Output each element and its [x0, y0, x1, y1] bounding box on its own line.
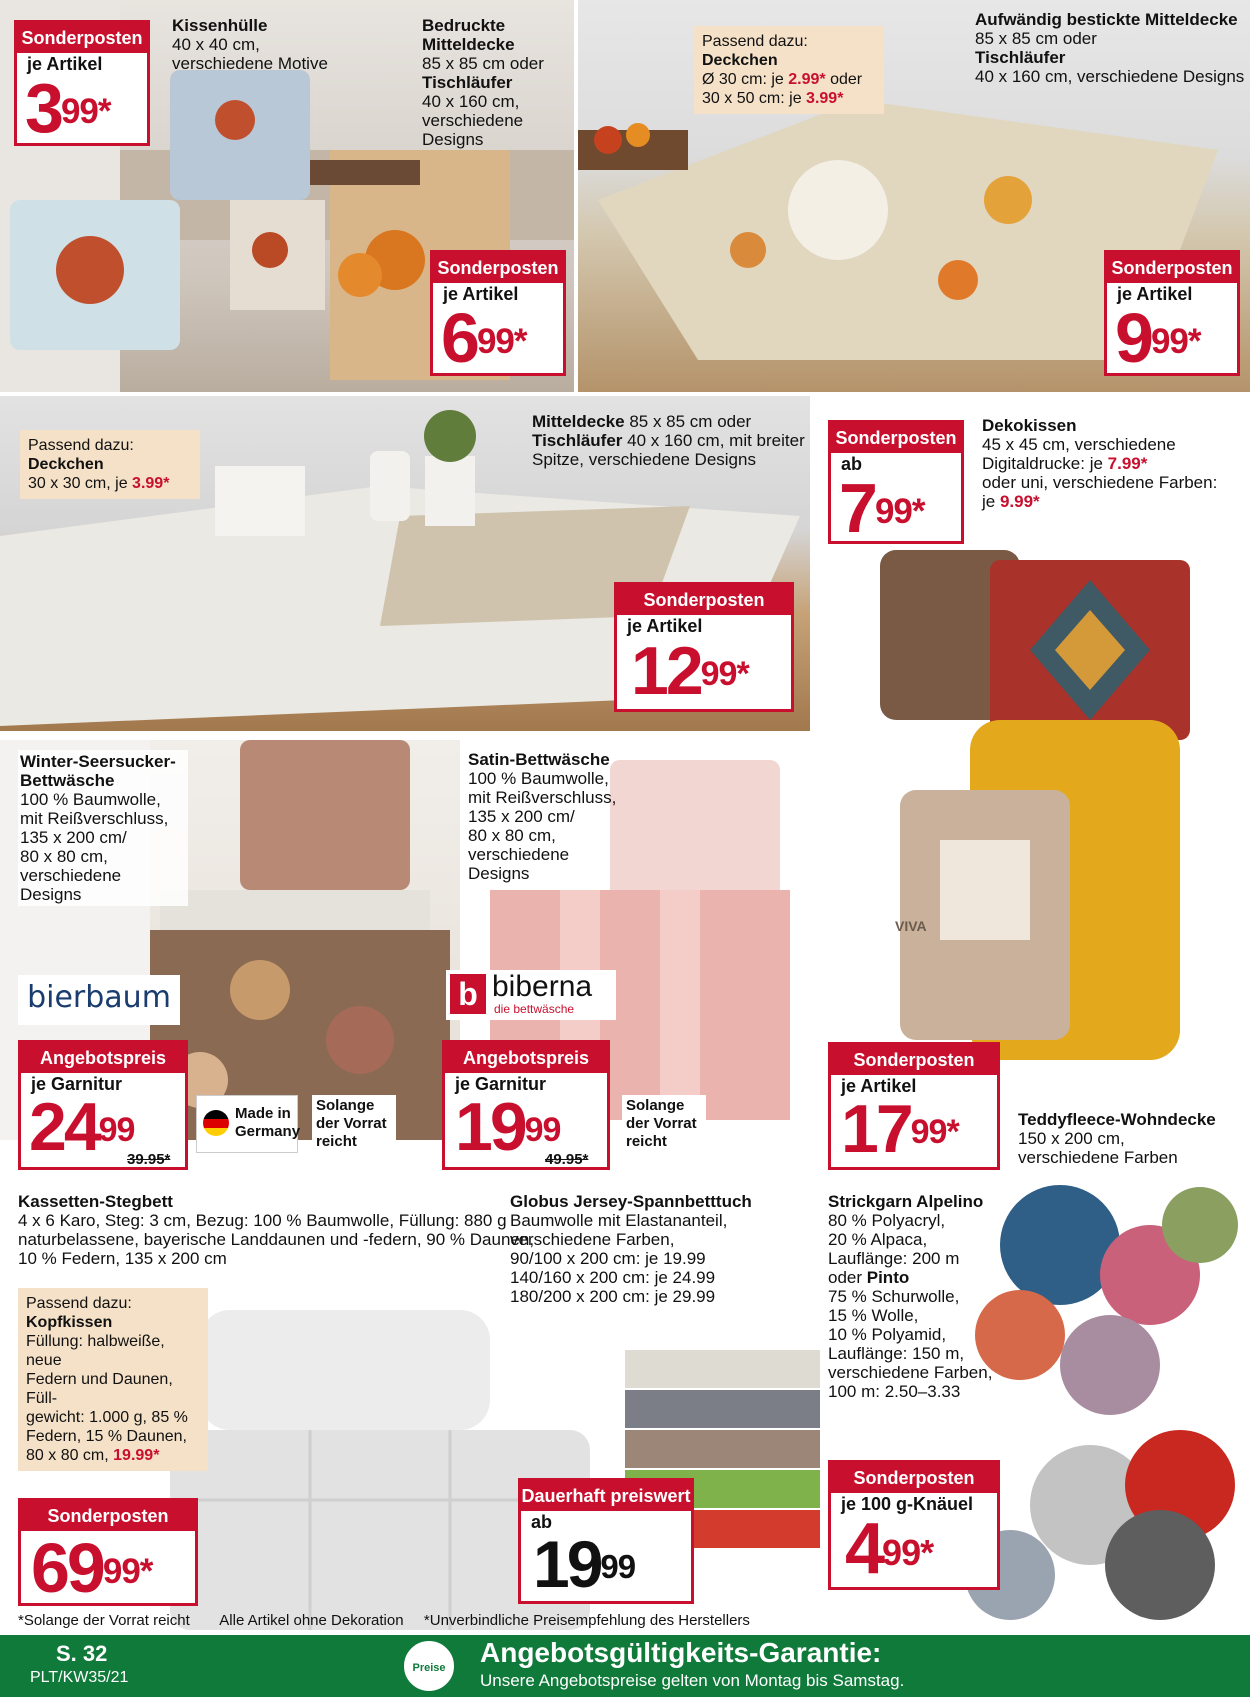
- price-label: Sonderposten: [1107, 253, 1237, 283]
- note-title: Deckchen: [28, 456, 104, 473]
- product-detail: 85 x 85 cm oder: [422, 54, 544, 73]
- made-in-germany-badge: [196, 1095, 301, 1153]
- product-line: Tischläufer 40 x 160 cm, mit breiter: [532, 431, 805, 450]
- old-price: 39.95*: [127, 1151, 171, 1168]
- product-detail: verschiedene: [20, 866, 122, 885]
- product-title: Bettwäsche: [20, 771, 115, 790]
- note-line: Füllung: halbweiße, neue: [26, 1333, 165, 1369]
- product-detail: Baumwolle mit Elastananteil,: [510, 1211, 728, 1230]
- product-text-bestickte: [975, 10, 1245, 86]
- product-detail: 40 x 160 cm, verschiedene Designs: [975, 67, 1245, 86]
- product-title: Kassetten-Stegbett: [18, 1192, 173, 1211]
- product-detail: 100 % Baumwolle,: [20, 790, 161, 809]
- note-line: 30 x 30 cm, je 3.99*: [28, 475, 170, 492]
- product-line: je 9.99*: [982, 492, 1040, 511]
- made-in-label: Made in Germany: [235, 1105, 301, 1140]
- note-line: Ø 30 cm: je 2.99* oder: [702, 71, 863, 88]
- note-intro: Passend dazu:: [28, 437, 134, 454]
- price-value: $24^{99}$: [29, 1089, 135, 1165]
- price-label: Sonderposten: [21, 1501, 195, 1531]
- product-title: Satin-Bettwäsche: [468, 750, 610, 769]
- photo-dekokissen: [820, 540, 1250, 1100]
- price-label: Dauerhaft preiswert: [521, 1481, 691, 1511]
- footnote: [18, 1612, 1238, 1630]
- product-detail: 80 % Polyacryl,: [828, 1211, 946, 1230]
- note-title: Deckchen: [702, 52, 778, 69]
- price-label: Sonderposten: [17, 23, 147, 53]
- product-detail: verschiedene Farben,: [510, 1230, 675, 1249]
- price-box-spitze: [614, 582, 794, 712]
- product-title: Tischläufer: [422, 73, 513, 92]
- old-price: 49.95*: [545, 1151, 589, 1168]
- price-box-teddy: [828, 1042, 1000, 1170]
- product-line: Digitaldrucke: je 7.99*: [982, 454, 1148, 473]
- price-sub: je Artikel: [841, 1076, 917, 1096]
- price-label: Angebotspreis: [445, 1043, 607, 1073]
- price-box-bedruckte: [430, 250, 566, 376]
- product-detail: 135 x 200 cm/: [468, 807, 575, 826]
- note-line: gewicht: 1.000 g, 85 %: [26, 1409, 188, 1426]
- price-value: $17^{99*}$: [841, 1091, 959, 1167]
- note-kopfkissen: [18, 1288, 208, 1471]
- product-text-satin: [468, 750, 628, 883]
- brand-logo-viva: VIVA: [895, 918, 927, 934]
- price-label: Sonderposten: [831, 1463, 997, 1493]
- product-detail: 10 % Polyamid,: [828, 1325, 947, 1344]
- price-sub: je Artikel: [27, 54, 103, 74]
- brand-logo-biberna: [446, 970, 616, 1020]
- page-number: S. 32: [56, 1641, 108, 1666]
- product-title: Aufwändig bestickte Mitteldecke: [975, 10, 1238, 29]
- note-title: Kopfkissen: [26, 1314, 113, 1331]
- product-text-teddy: [1018, 1110, 1248, 1167]
- price-value: $3^{99*}$: [25, 69, 111, 147]
- price-label: Sonderposten: [617, 585, 791, 615]
- product-detail: Designs: [422, 130, 484, 149]
- product-detail: mit Reißverschluss,: [20, 809, 169, 828]
- product-title: Tischläufer: [975, 48, 1066, 67]
- product-line: oder Pinto: [828, 1268, 910, 1287]
- footnote-vorrat: *Solange der Vorrat reicht: [18, 1612, 190, 1629]
- product-title: Mitteldecke: [422, 35, 515, 54]
- product-detail: 80 x 80 cm,: [468, 826, 556, 845]
- product-detail: 45 x 45 cm, verschiedene: [982, 435, 1176, 454]
- price-value: $19^{99}$: [533, 1527, 636, 1601]
- product-detail: 15 % Wolle,: [828, 1306, 919, 1325]
- product-detail: oder uni, verschiedene Farben:: [982, 473, 1218, 492]
- product-title: Bedruckte: [422, 16, 506, 35]
- product-detail: verschiedene Farben: [1018, 1148, 1178, 1167]
- product-text-jersey: [510, 1192, 820, 1306]
- product-title: Globus Jersey-Spannbetttuch: [510, 1192, 752, 1211]
- product-detail: verschiedene: [468, 845, 570, 864]
- footer-bar: [0, 1635, 1250, 1697]
- price-sub: ab: [841, 454, 863, 474]
- product-detail: 135 x 200 cm/: [20, 828, 127, 847]
- product-detail: 20 % Alpaca,: [828, 1230, 928, 1249]
- note-line: Federn, 15 % Daunen,: [26, 1428, 187, 1445]
- product-detail: 40 x 40 cm,: [172, 35, 260, 54]
- price-label: Sonderposten: [433, 253, 563, 283]
- note-deckchen-1: [694, 26, 884, 114]
- product-detail: Lauflänge: 150 m,: [828, 1344, 965, 1363]
- price-sub: je Garnitur: [455, 1074, 547, 1094]
- product-detail: Designs: [468, 864, 530, 883]
- price-value: $69^{99*}$: [31, 1529, 153, 1607]
- price-label: Angebotspreis: [21, 1043, 185, 1073]
- footnote-dekoration: Alle Artikel ohne Dekoration: [219, 1612, 404, 1629]
- guarantee-subtitle: Unsere Angebotspreise gelten von Montag bis Samstag.: [480, 1671, 905, 1690]
- note-line: 30 x 50 cm: je 3.99*: [702, 90, 844, 107]
- price-value: $9^{99*}$: [1115, 299, 1201, 377]
- note-intro: Passend dazu:: [26, 1295, 132, 1312]
- product-detail: 100 % Baumwolle,: [468, 769, 609, 788]
- product-text-kissenhuelle: [172, 16, 352, 73]
- product-title: Teddyfleece-Wohndecke: [1018, 1110, 1216, 1129]
- product-title: Kissenhülle: [172, 16, 268, 35]
- price-value: $19^{99}$: [455, 1089, 561, 1165]
- product-title: Winter-Seersucker-: [20, 752, 176, 771]
- note-intro: Passend dazu:: [702, 33, 808, 50]
- product-detail: verschiedene Motive: [172, 54, 328, 73]
- product-text-spitze: [532, 412, 822, 469]
- issue-code: PLT/KW35/21: [30, 1669, 129, 1686]
- price-box-satin: [442, 1040, 610, 1170]
- product-detail: 80 x 80 cm,: [20, 847, 108, 866]
- product-detail: Lauflänge: 200 m: [828, 1249, 960, 1268]
- product-title: Strickgarn Alpelino: [828, 1192, 984, 1211]
- product-text-seersucker: [18, 750, 188, 906]
- product-detail: 4 x 6 Karo, Steg: 3 cm, Bezug: 100 % Baumwolle, Füllung: 880 g: [18, 1211, 507, 1230]
- product-detail: 100 m: 2.50–3.33: [828, 1382, 961, 1401]
- price-label: Sonderposten: [831, 423, 961, 453]
- product-detail: 140/160 x 200 cm: je 24.99: [510, 1268, 716, 1287]
- price-sub: ab: [531, 1512, 553, 1532]
- product-detail: 10 % Federn, 135 x 200 cm: [18, 1249, 227, 1268]
- vorrat-badge-seersucker: Solange der Vorrat reicht: [312, 1095, 396, 1165]
- price-label: Sonderposten: [831, 1045, 997, 1075]
- product-detail: Spitze, verschiedene Designs: [532, 450, 756, 469]
- guarantee-seal-icon: Preise: [402, 1639, 456, 1693]
- price-box-seersucker: [18, 1040, 188, 1170]
- product-text-bedruckte: [422, 16, 572, 149]
- german-flag-icon: [203, 1110, 229, 1136]
- product-title: Dekokissen: [982, 416, 1077, 435]
- price-box-stegbett: [18, 1498, 198, 1606]
- product-detail: 85 x 85 cm oder: [975, 29, 1097, 48]
- product-line: Mitteldecke 85 x 85 cm oder: [532, 412, 752, 431]
- biberna-b-icon: b: [450, 974, 486, 1014]
- price-box-kissenhuelle: [14, 20, 150, 146]
- product-detail: Designs: [20, 885, 82, 904]
- brand-logo-bierbaum: bierbaum: [18, 975, 180, 1025]
- price-box-jersey: [518, 1478, 694, 1604]
- price-sub: je Artikel: [443, 284, 519, 304]
- product-detail: 180/200 x 200 cm: je 29.99: [510, 1287, 716, 1306]
- price-value: $7^{99*}$: [839, 469, 925, 547]
- price-sub: je 100 g-Knäuel: [841, 1494, 974, 1514]
- footnote-preisempfehlung: *Unverbindliche Preisempfehlung des Herstellers: [423, 1612, 750, 1629]
- vorrat-badge-satin: Solange der Vorrat reicht: [622, 1095, 706, 1165]
- price-value: $4^{99*}$: [845, 1509, 934, 1589]
- product-text-dekokissen: [982, 416, 1247, 511]
- brand-name: biberna: [492, 970, 593, 1003]
- price-box-strickgarn: [828, 1460, 1000, 1590]
- product-detail: verschiedene: [422, 111, 524, 130]
- note-line: Federn und Daunen, Füll-: [26, 1371, 173, 1407]
- product-detail: 40 x 160 cm,: [422, 92, 520, 111]
- product-detail: mit Reißverschluss,: [468, 788, 617, 807]
- price-box-bestickte: [1104, 250, 1240, 376]
- brand-tagline: die bettwäsche: [494, 1002, 575, 1016]
- price-sub: je Artikel: [627, 616, 703, 636]
- product-detail: 90/100 x 200 cm: je 19.99: [510, 1249, 706, 1268]
- note-deckchen-2: [20, 430, 200, 499]
- price-value: $6^{99*}$: [441, 299, 527, 377]
- product-detail: naturbelassene, bayerische Landdaunen und -federn, 90 % Daunen,: [18, 1230, 535, 1249]
- price-box-dekokissen: [828, 420, 964, 547]
- price-sub: je Garnitur: [31, 1074, 123, 1094]
- guarantee-title: Angebotsgültigkeits-Garantie:: [480, 1637, 882, 1668]
- product-detail: 75 % Schurwolle,: [828, 1287, 960, 1306]
- note-line: 80 x 80 cm, 19.99*: [26, 1447, 160, 1464]
- product-detail: verschiedene Farben,: [828, 1363, 993, 1382]
- product-text-strickgarn: [828, 1192, 1038, 1401]
- product-detail: 150 x 200 cm,: [1018, 1129, 1125, 1148]
- price-sub: je Artikel: [1117, 284, 1193, 304]
- price-value: $12^{99*}$: [631, 633, 749, 709]
